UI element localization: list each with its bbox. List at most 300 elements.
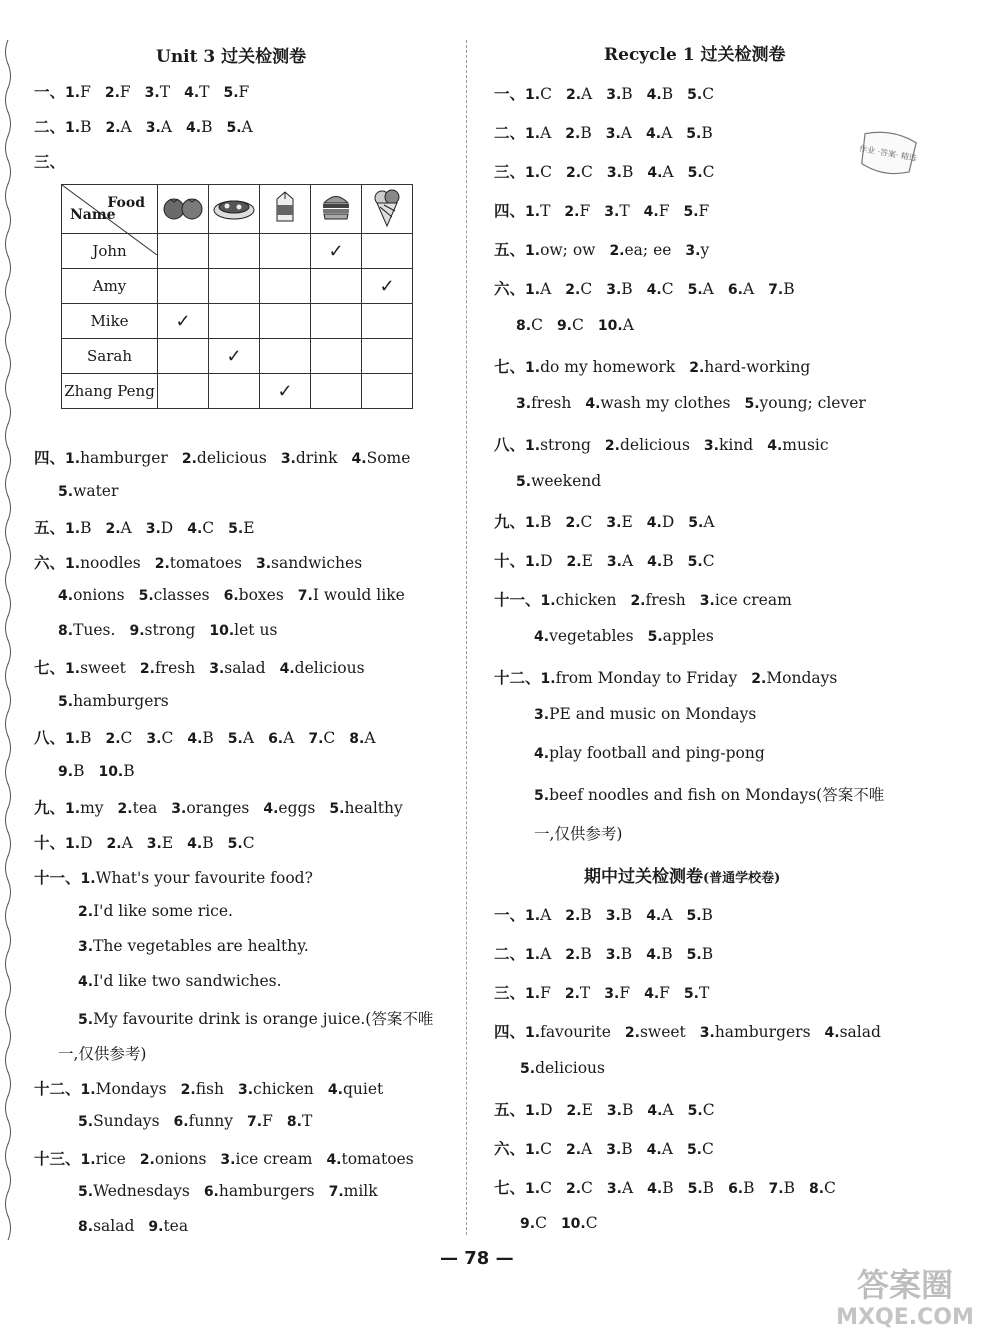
answer-item — [140, 659, 195, 677]
item-answer: A — [540, 945, 552, 963]
item-number: 2. — [139, 1152, 155, 1168]
item-answer: hamburgers — [714, 1023, 811, 1041]
item-answer: F — [698, 202, 710, 220]
table-cell — [158, 339, 209, 374]
section-number: 九、 — [494, 513, 526, 531]
item-answer: B — [201, 118, 213, 136]
item-number: 5. — [329, 801, 345, 817]
item-number: 2. — [630, 593, 646, 609]
answer-item — [223, 83, 249, 101]
answer-item — [247, 1112, 273, 1130]
answer-item — [525, 85, 552, 103]
item-number: 5. — [687, 1181, 703, 1197]
item-number: 8. — [286, 1114, 302, 1130]
item-answer: healthy — [344, 799, 403, 817]
item-number: 2. — [624, 1025, 640, 1041]
answer-item — [557, 316, 584, 334]
item-number: 2. — [565, 282, 581, 298]
item-answer: F — [262, 1112, 273, 1130]
recycle1-title: Recycle 1 过关检测卷 — [604, 45, 786, 65]
item-number: 5. — [227, 731, 243, 747]
answer-line — [78, 902, 247, 920]
checkmark-icon: ✓ — [328, 240, 344, 262]
item-number: 10. — [597, 318, 623, 334]
student-name: John — [62, 234, 158, 269]
answer-item — [78, 1112, 160, 1130]
answer-item — [220, 1150, 312, 1168]
answer-item — [687, 85, 714, 103]
item-answer: delicious — [535, 1059, 605, 1077]
item-number: 4. — [646, 126, 662, 142]
item-answer: F — [80, 83, 91, 101]
item-answer: fresh — [645, 591, 686, 609]
item-number: 5. — [226, 120, 242, 136]
item-answer: B — [620, 945, 633, 963]
item-number: 5. — [686, 908, 702, 924]
item-answer: T — [301, 1112, 313, 1130]
item-number: 4. — [646, 908, 662, 924]
item-number: 5. — [686, 947, 702, 963]
answer-item — [65, 729, 91, 747]
item-answer: milk — [343, 1182, 378, 1200]
answer-item — [525, 358, 675, 376]
item-answer: C — [535, 1214, 547, 1232]
item-answer: I'd like some rice. — [93, 902, 233, 920]
student-name: Mike — [62, 304, 158, 339]
table-row — [62, 339, 413, 374]
item-answer: A — [661, 906, 673, 924]
item-answer: D — [661, 513, 675, 531]
item-number: 4. — [585, 396, 601, 412]
answer-line — [516, 394, 880, 412]
column-divider — [466, 40, 467, 1235]
answer-item — [146, 118, 172, 136]
item-answer: B — [202, 729, 214, 747]
answer-item — [605, 436, 690, 454]
item-answer: tea — [132, 799, 158, 817]
item-answer: C — [702, 552, 715, 570]
item-number: 3. — [146, 731, 162, 747]
answer-line — [34, 1077, 397, 1099]
food-column-salad — [209, 185, 260, 234]
table-cell — [311, 339, 362, 374]
item-number: 8. — [808, 1181, 825, 1197]
item-answer: F — [540, 984, 551, 1002]
answer-line — [34, 516, 269, 538]
answer-item — [65, 449, 168, 467]
answer-item — [606, 513, 632, 531]
answer-item — [647, 1179, 673, 1197]
item-answer: C — [580, 280, 593, 298]
answer-item — [58, 762, 84, 780]
answer-item — [625, 1023, 686, 1041]
item-answer: E — [243, 519, 255, 537]
answer-item — [561, 1214, 598, 1232]
item-number: 5. — [688, 515, 704, 531]
answer-item — [534, 744, 765, 762]
item-number: 6. — [203, 1184, 219, 1200]
item-answer: A — [241, 118, 253, 136]
answer-stamp-icon — [854, 125, 921, 181]
item-number: 2. — [751, 671, 767, 687]
item-answer: D — [540, 1101, 553, 1119]
answer-note: 一,仅供参考) — [58, 1045, 147, 1063]
answer-item — [685, 241, 709, 259]
item-number: 1. — [525, 1142, 541, 1158]
answer-item — [209, 659, 265, 677]
item-answer: hard-working — [704, 358, 811, 376]
answer-item — [566, 1179, 593, 1197]
item-number: 7. — [768, 282, 784, 298]
item-answer: C — [540, 1140, 552, 1158]
watermark-logo — [820, 1262, 990, 1332]
answer-line — [58, 621, 291, 639]
table-cell — [209, 374, 260, 409]
item-answer: E — [161, 834, 174, 852]
item-number: 4. — [647, 554, 663, 570]
answer-item — [688, 513, 714, 531]
table-cell — [311, 374, 362, 409]
item-number: 3. — [605, 908, 621, 924]
answer-item — [525, 124, 551, 142]
item-number: 6. — [223, 588, 239, 604]
item-number: 2. — [139, 661, 155, 677]
answer-item — [687, 1140, 714, 1158]
unit3-title: Unit 3 过关检测卷 — [156, 47, 307, 67]
item-answer: kind — [718, 436, 754, 454]
item-answer: salad — [839, 1023, 881, 1041]
item-answer: C — [702, 85, 715, 103]
item-answer: Mondays — [766, 669, 838, 687]
item-answer: C — [581, 1179, 593, 1197]
item-answer: hamburgers — [73, 692, 169, 710]
item-number: 3. — [685, 243, 701, 259]
section-number: 四、 — [494, 202, 526, 220]
answer-item — [566, 1140, 592, 1158]
item-number: 2. — [566, 1103, 582, 1119]
answer-item — [686, 124, 712, 142]
item-number: 4. — [78, 974, 94, 990]
item-answer: A — [661, 124, 673, 142]
item-answer: B — [783, 1179, 795, 1197]
item-answer: F — [579, 202, 591, 220]
item-answer: C — [661, 280, 674, 298]
item-answer: D — [160, 519, 174, 537]
answer-item — [566, 85, 592, 103]
answer-line — [494, 199, 723, 221]
item-answer: weekend — [531, 472, 602, 490]
answer-item — [688, 163, 715, 181]
item-number: 3. — [604, 986, 620, 1002]
item-answer: B — [80, 729, 92, 747]
checkmark-icon: ✓ — [226, 345, 242, 367]
answer-item — [58, 482, 118, 500]
answer-line — [494, 1098, 729, 1120]
section-number: 二、 — [494, 124, 526, 142]
item-number: 1. — [525, 1103, 541, 1119]
answer-item — [263, 799, 315, 817]
answer-item — [98, 762, 134, 780]
item-answer: B — [783, 280, 795, 298]
item-answer: B — [702, 1179, 715, 1197]
item-number: 2. — [106, 836, 122, 852]
item-answer: B — [621, 1140, 633, 1158]
item-answer: F — [658, 202, 670, 220]
answer-line — [494, 277, 809, 299]
item-number: 5. — [534, 788, 550, 804]
answer-item — [118, 799, 158, 817]
item-number: 5. — [78, 1012, 94, 1028]
item-number: 2. — [105, 731, 121, 747]
item-answer: B — [661, 85, 674, 103]
answer-item — [209, 621, 277, 639]
answer-item — [105, 729, 132, 747]
item-number: 2. — [564, 986, 580, 1002]
answer-item — [58, 586, 125, 604]
item-number: 1. — [65, 556, 81, 572]
item-answer: A — [621, 1179, 634, 1197]
item-number: 5. — [58, 484, 74, 500]
checkmark-icon: ✓ — [379, 275, 395, 297]
midterm-title — [584, 862, 780, 887]
answer-item — [287, 1112, 312, 1130]
table-cell — [209, 269, 260, 304]
answer-item — [352, 449, 411, 467]
item-answer: A — [742, 280, 755, 298]
answer-item — [58, 621, 115, 639]
answer-item — [644, 202, 670, 220]
answer-line — [78, 937, 323, 955]
item-answer: chicken — [253, 1080, 314, 1098]
salad-icon — [211, 190, 257, 224]
table-cell — [158, 234, 209, 269]
item-number: 1. — [65, 661, 81, 677]
item-number: 1. — [525, 360, 541, 376]
item-answer: salad — [93, 1217, 135, 1235]
answer-item — [564, 202, 590, 220]
item-number: 3. — [606, 282, 622, 298]
answer-item — [105, 519, 131, 537]
ice-cream-icon — [367, 185, 407, 229]
section-number: 二、 — [34, 118, 66, 136]
answer-item — [565, 513, 592, 531]
item-answer: wash my clothes — [600, 394, 731, 412]
answer-item — [516, 316, 543, 334]
item-number: 3. — [146, 836, 162, 852]
section-number: 十、 — [494, 552, 526, 570]
item-answer: My favourite drink is orange juice.(答案不唯 — [93, 1010, 434, 1028]
item-answer: T — [540, 202, 551, 220]
answer-line — [534, 783, 898, 805]
answer-item — [648, 627, 714, 645]
answer-item — [65, 519, 91, 537]
item-answer: C — [242, 834, 255, 852]
item-answer: water — [73, 482, 119, 500]
table-cell — [260, 304, 311, 339]
item-number: 7. — [768, 1181, 784, 1197]
answer-item — [349, 729, 375, 747]
section-number: 五、 — [494, 1101, 526, 1119]
answer-item — [228, 834, 255, 852]
item-number: 8. — [78, 1219, 94, 1235]
item-answer: oranges — [186, 799, 250, 817]
answer-item — [146, 729, 173, 747]
item-number: 2. — [565, 87, 582, 103]
item-answer: B — [621, 163, 634, 181]
item-answer: my — [80, 799, 104, 817]
answer-item — [647, 1140, 673, 1158]
item-answer: do my homework — [540, 358, 676, 376]
answer-item — [688, 1179, 714, 1197]
item-number: 5. — [686, 126, 702, 142]
item-answer: A — [121, 834, 133, 852]
item-answer: B — [661, 945, 673, 963]
item-number: 4. — [534, 746, 550, 762]
item-answer: E — [581, 552, 593, 570]
answer-line — [494, 1137, 728, 1159]
answer-line — [494, 238, 723, 260]
item-answer: A — [621, 552, 634, 570]
item-answer: B — [580, 906, 592, 924]
answer-item — [704, 436, 753, 454]
answer-item — [78, 972, 282, 990]
table-row — [62, 374, 413, 409]
table-cell — [362, 234, 413, 269]
item-answer: A — [581, 85, 593, 103]
answer-item — [607, 552, 633, 570]
item-number: 9. — [148, 1219, 164, 1235]
answer-item — [647, 1101, 673, 1119]
item-answer: strong — [144, 621, 196, 639]
table-cell — [260, 269, 311, 304]
item-number: 9. — [520, 1216, 536, 1232]
answer-item — [689, 358, 810, 376]
answer-item — [606, 124, 632, 142]
answer-item — [767, 436, 828, 454]
answer-line — [78, 1217, 202, 1235]
table-cell — [362, 339, 413, 374]
item-number: 2. — [565, 908, 581, 924]
answer-item — [525, 513, 551, 531]
item-answer: B — [662, 1179, 674, 1197]
answer-item — [171, 799, 249, 817]
item-number: 4. — [279, 661, 295, 677]
item-answer: sweet — [80, 659, 126, 677]
item-answer: hamburgers — [218, 1182, 315, 1200]
answer-item — [525, 984, 551, 1002]
item-answer: A — [581, 1140, 593, 1158]
answer-item — [567, 552, 593, 570]
item-answer: B — [621, 280, 633, 298]
item-number: 2. — [565, 1142, 582, 1158]
answer-line — [516, 316, 648, 334]
item-answer: A — [283, 729, 295, 747]
answer-item — [224, 586, 284, 604]
watermark-url: MXQE.COM — [836, 1305, 974, 1330]
item-number: 3. — [606, 165, 622, 181]
item-number: 4. — [326, 1152, 342, 1168]
answer-item — [145, 83, 170, 101]
answer-line — [34, 831, 269, 853]
section-number: 八、 — [34, 729, 66, 747]
answer-item — [688, 552, 715, 570]
item-answer: fresh — [154, 659, 196, 677]
answer-item — [81, 869, 313, 887]
answer-line — [34, 1147, 428, 1169]
answer-item — [107, 834, 133, 852]
item-number: 7. — [247, 1114, 263, 1130]
item-number: 1. — [65, 801, 81, 817]
answer-line — [34, 796, 417, 818]
answer-item — [566, 163, 593, 181]
answer-item — [687, 945, 713, 963]
table-cell — [209, 234, 260, 269]
item-number: 5. — [683, 986, 699, 1002]
item-number: 1. — [540, 593, 556, 609]
item-answer: beef noodles and fish on Mondays(答案不唯 — [549, 786, 885, 804]
stamp-text: 作业 ·答案· 精选 — [858, 144, 918, 163]
answer-line — [494, 510, 729, 532]
section-number: 三、 — [494, 984, 526, 1002]
item-answer: C — [531, 316, 543, 334]
section-number: 六、 — [494, 1140, 526, 1158]
item-number: 3. — [606, 554, 622, 570]
item-answer: C — [572, 316, 584, 334]
answer-line — [58, 482, 132, 500]
item-answer: F — [238, 83, 250, 101]
answer-item — [604, 984, 630, 1002]
answer-item — [81, 1150, 126, 1168]
item-answer: C — [161, 729, 174, 747]
answer-item — [525, 163, 552, 181]
table-cell — [209, 304, 260, 339]
item-number: 4. — [351, 451, 367, 467]
answer-line — [34, 446, 424, 468]
item-number: 1. — [525, 204, 541, 220]
item-number: 2. — [104, 85, 120, 101]
item-answer: ow; ow — [540, 241, 596, 259]
item-number: 2. — [565, 947, 581, 963]
item-number: 8. — [58, 623, 74, 639]
item-answer: sweet — [639, 1023, 686, 1041]
answer-item — [65, 554, 141, 572]
item-number: 3. — [145, 521, 161, 537]
item-answer: B — [80, 519, 92, 537]
answer-item — [65, 659, 126, 677]
item-answer: F — [659, 984, 670, 1002]
answer-line — [78, 1182, 392, 1200]
answer-line — [494, 981, 723, 1003]
item-answer: delicious — [294, 659, 365, 677]
item-number: 4. — [647, 1181, 663, 1197]
item-number: 1. — [525, 908, 541, 924]
item-answer: A — [620, 124, 632, 142]
section-number: 十一、 — [34, 869, 81, 887]
milk-icon — [265, 187, 305, 227]
answer-item — [129, 621, 195, 639]
item-number: 4. — [187, 521, 203, 537]
item-number: 4. — [647, 1103, 663, 1119]
answer-item — [65, 118, 91, 136]
item-answer: A — [662, 163, 674, 181]
item-answer: C — [120, 729, 133, 747]
item-number: 4. — [327, 1082, 343, 1098]
item-number: 8. — [349, 731, 365, 747]
section-number: 四、 — [494, 1023, 526, 1041]
item-number: 2. — [105, 521, 121, 537]
item-answer: tomatoes — [169, 554, 242, 572]
answer-item — [606, 280, 632, 298]
